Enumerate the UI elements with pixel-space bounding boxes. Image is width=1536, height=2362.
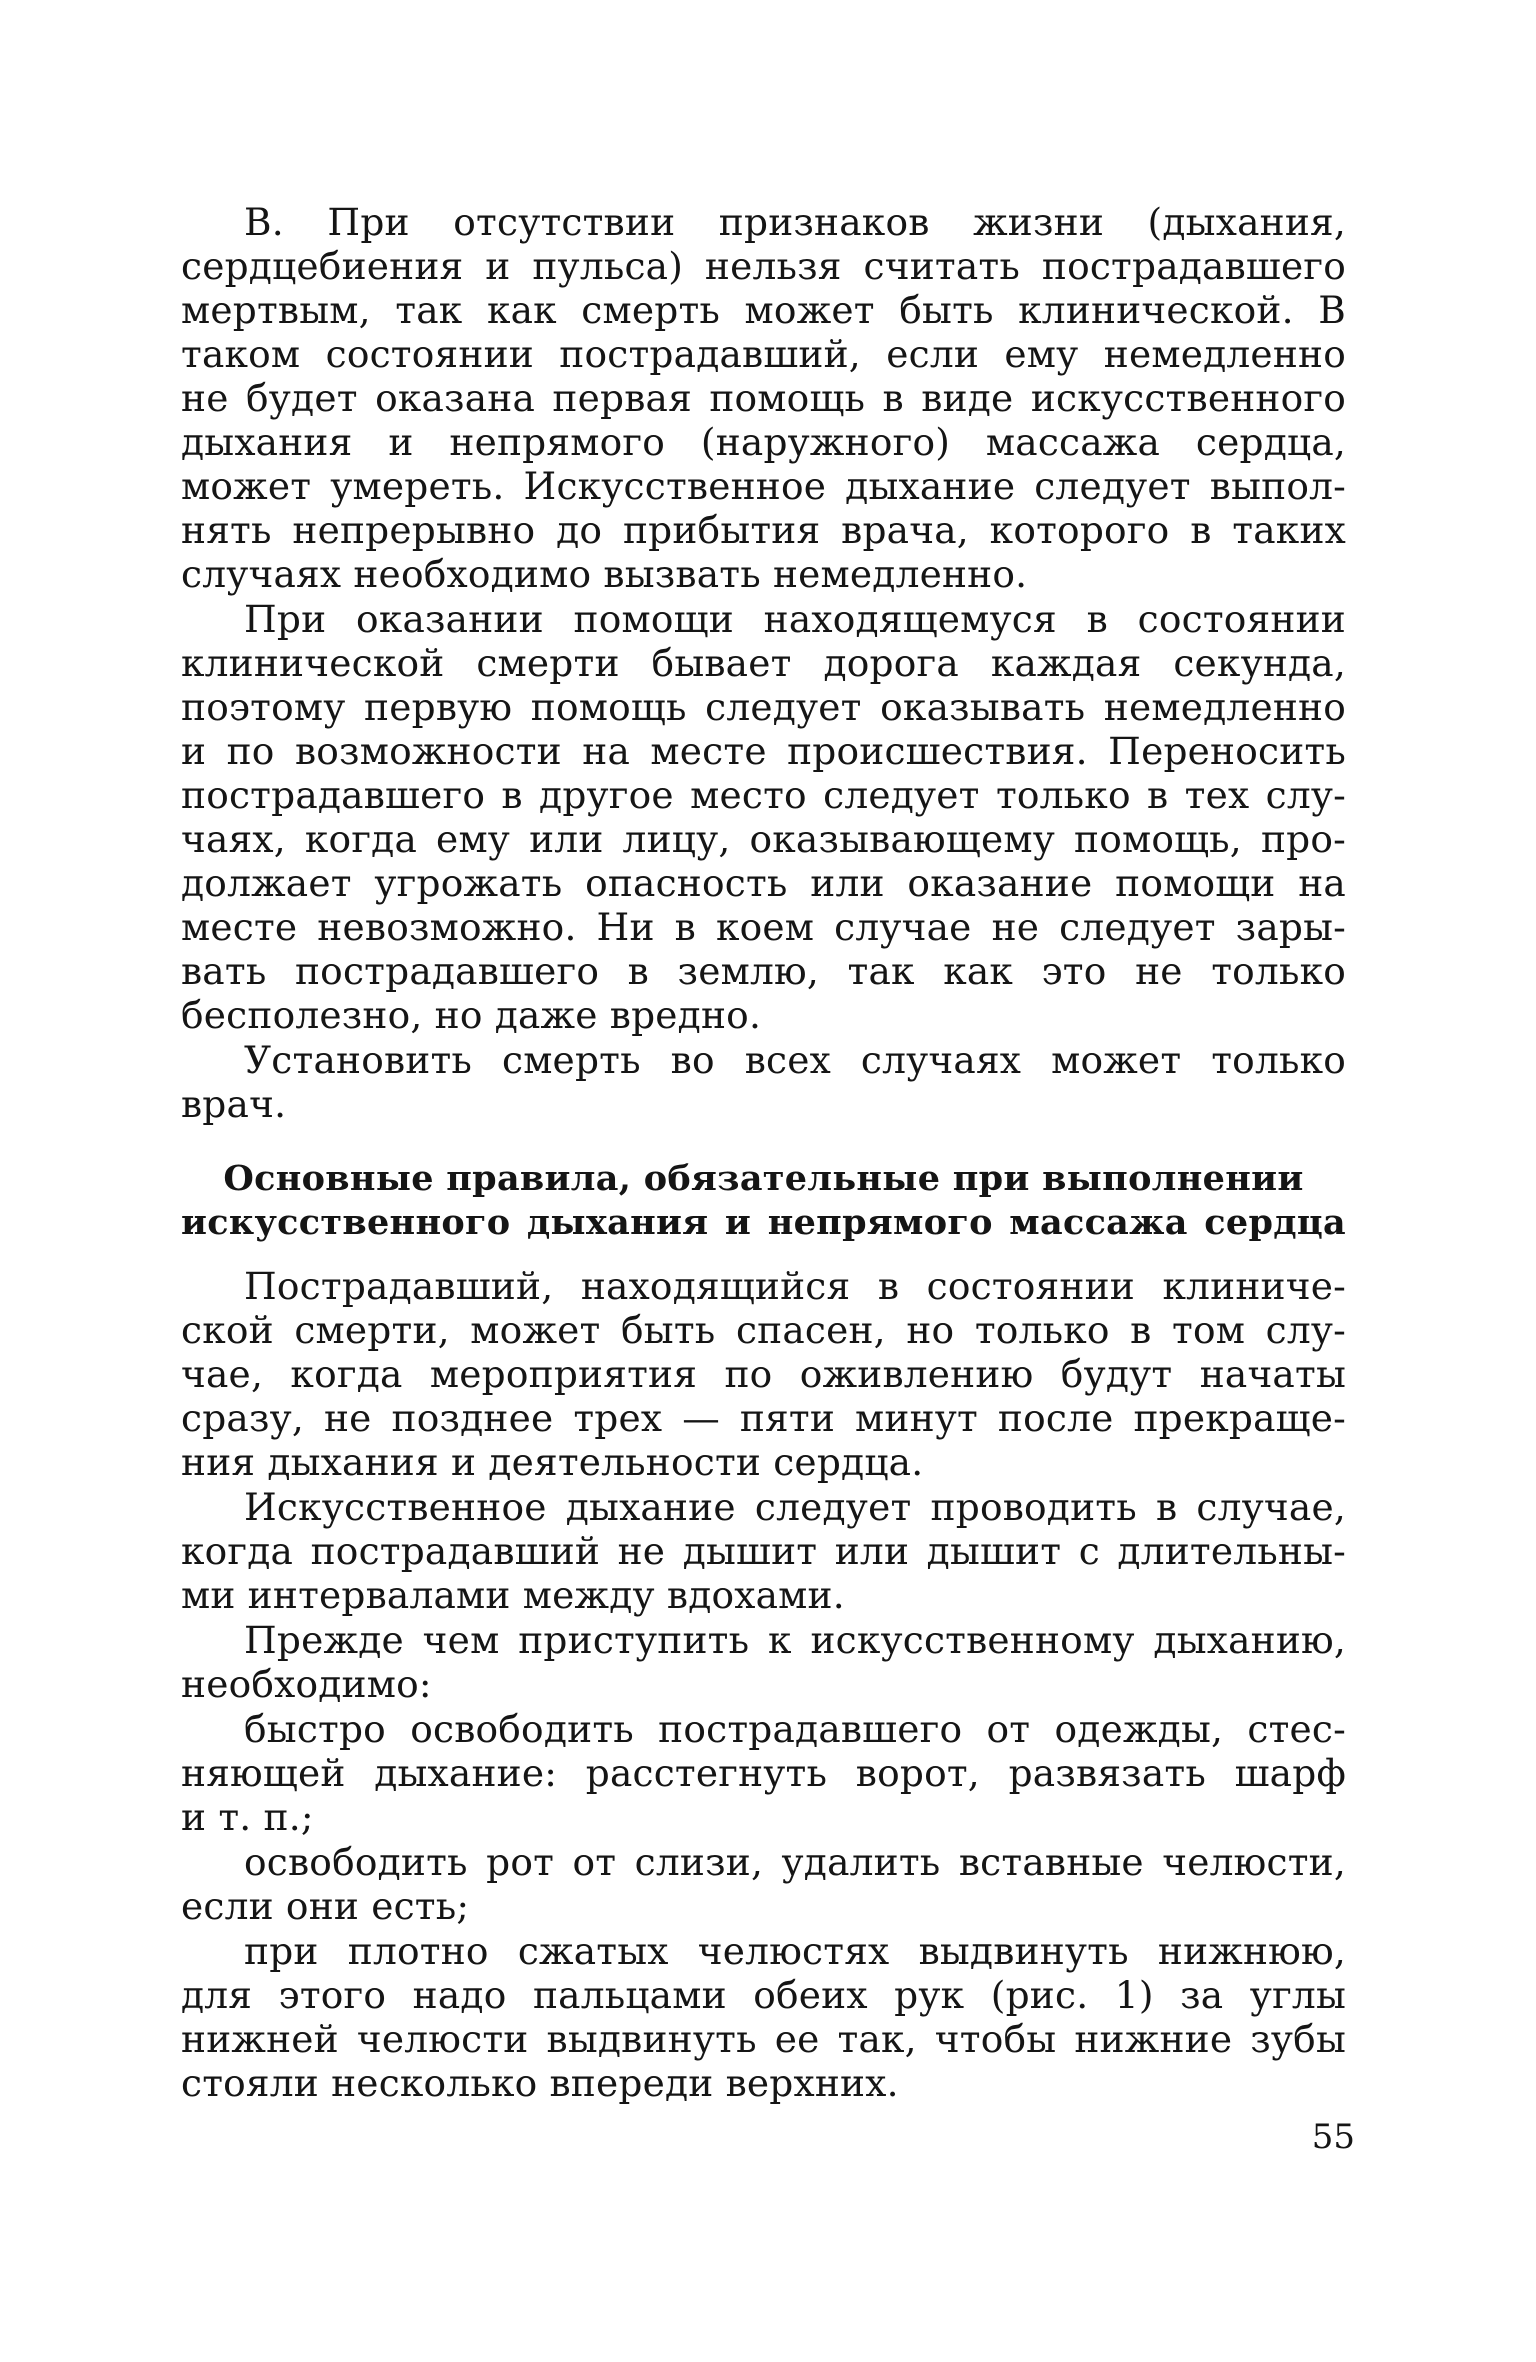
text-line: месте невозможно. Ни в коем случае не следует зары- [181, 905, 1346, 949]
text-line: и т. п.; [181, 1795, 314, 1839]
text-line: если они есть; [181, 1884, 470, 1928]
text-line: Пострадавший, находящийся в состоянии клиниче- [244, 1264, 1346, 1308]
text-line: сердцебиения и пульса) нельзя считать пострадавшего [181, 244, 1346, 288]
text-line: не будет оказана первая помощь в виде искусственного [181, 376, 1346, 420]
text-line: При оказании помощи находящемуся в состоянии [244, 597, 1346, 641]
text-line: мертвым, так как смерть может быть клинической. В [181, 288, 1346, 332]
text-line: для этого надо пальцами обеих рук (рис. 1) за углы [181, 1973, 1346, 2017]
heading-line: Основные правила, обязательные при выполнении [223, 1158, 1304, 1199]
text-line: случаях необходимо вызвать немедленно. [181, 552, 1028, 596]
text-line: нять непрерывно до прибытия врача, которого в таких [181, 508, 1346, 552]
text-line: вать пострадавшего в землю, так как это не только [181, 949, 1346, 993]
text-line: и по возможности на месте происшествия. Переносить [181, 729, 1346, 773]
text-line: Искусственное дыхание следует проводить в случае, [244, 1485, 1346, 1529]
text-line: необходимо: [181, 1662, 432, 1706]
text-line: ской смерти, может быть спасен, но только в том слу- [181, 1308, 1346, 1352]
text-line: пострадавшего в другое место следует только в тех слу- [181, 773, 1346, 817]
text-line: таком состоянии пострадавший, если ему немедленно [181, 332, 1346, 376]
text-line: клинической смерти бывает дорога каждая секунда, [181, 641, 1346, 685]
text-line: должает угрожать опасность или оказание помощи на [181, 861, 1346, 905]
text-line: освободить рот от слизи, удалить вставные челюсти, [244, 1840, 1346, 1884]
page-number: 55 [1311, 2117, 1355, 2157]
text-line: стояли несколько впереди верхних. [181, 2061, 899, 2105]
text-line: Прежде чем приступить к искусственному дыханию, [244, 1618, 1346, 1662]
text-line: когда пострадавший не дышит или дышит с длительны- [181, 1529, 1346, 1573]
text-line: может умереть. Искусственное дыхание следует выпол- [181, 464, 1346, 508]
text-line: бесполезно, но даже вредно. [181, 993, 762, 1037]
text-line: сразу, не позднее трех — пяти минут после прекраще- [181, 1396, 1346, 1440]
text-line: Установить смерть во всех случаях может только [244, 1038, 1346, 1082]
text-line: быстро освободить пострадавшего от одежды, стес- [244, 1707, 1346, 1751]
text-line: чаях, когда ему или лицу, оказывающему помощь, про- [181, 817, 1346, 861]
text-line: дыхания и непрямого (наружного) массажа сердца, [181, 420, 1346, 464]
text-line: ми интервалами между вдохами. [181, 1573, 845, 1617]
text-line: нижней челюсти выдвинуть ее так, чтобы нижние зубы [181, 2017, 1346, 2061]
text-line: при плотно сжатых челюстях выдвинуть нижнюю, [244, 1929, 1346, 1973]
text-line: В. При отсутствии признаков жизни (дыхания, [244, 200, 1346, 244]
text-line: врач. [181, 1082, 287, 1126]
text-line: ния дыхания и деятельности сердца. [181, 1440, 924, 1484]
heading-line: искусственного дыхания и непрямого массажа сердца [181, 1202, 1346, 1243]
text-line: поэтому первую помощь следует оказывать немедленно [181, 685, 1346, 729]
text-line: няющей дыхание: расстегнуть ворот, развязать шарф [181, 1751, 1346, 1795]
text-line: чае, когда мероприятия по оживлению будут начаты [181, 1352, 1346, 1396]
